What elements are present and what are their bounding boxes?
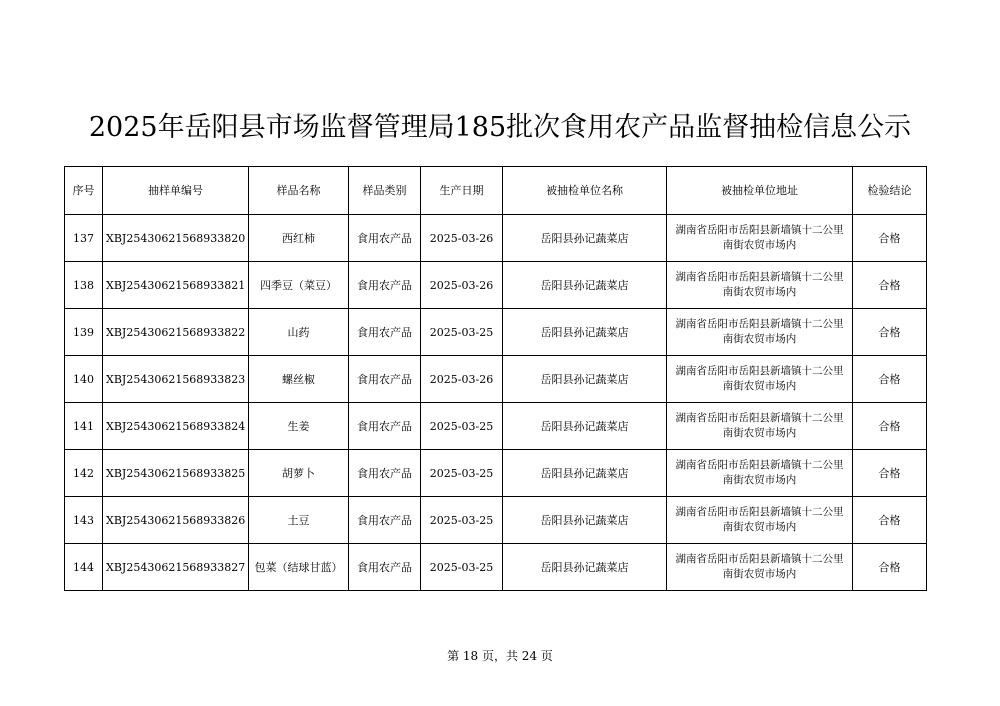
cell-category: 食用农产品 (349, 215, 421, 262)
cell-seq: 139 (65, 309, 103, 356)
table-row (65, 356, 927, 403)
cell-unit: 岳阳县孙记蔬菜店 (503, 450, 667, 497)
cell-seq: 144 (65, 544, 103, 591)
table-row (65, 403, 927, 450)
cell-result: 合格 (853, 403, 927, 450)
header-unit-address: 被抽检单位地址 (667, 167, 853, 215)
cell-sample-no: XBJ25430621568933821 (103, 262, 249, 309)
cell-result: 合格 (853, 215, 927, 262)
cell-date: 2025-03-26 (421, 356, 503, 403)
table-row (65, 215, 927, 262)
cell-sample-name: 土豆 (249, 497, 349, 544)
cell-result: 合格 (853, 450, 927, 497)
cell-seq: 142 (65, 450, 103, 497)
header-sample-category: 样品类别 (349, 167, 421, 215)
header-result: 检验结论 (853, 167, 927, 215)
cell-sample-no: XBJ25430621568933820 (103, 215, 249, 262)
cell-sample-no: XBJ25430621568933825 (103, 450, 249, 497)
page-number: 第 18 页，共 24 页 (447, 649, 553, 663)
inspection-table (64, 166, 927, 591)
cell-sample-no: XBJ25430621568933827 (103, 544, 249, 591)
cell-unit: 岳阳县孙记蔬菜店 (503, 309, 667, 356)
cell-address: 湖南省岳阳市岳阳县新墙镇十二公里南街农贸市场内 (667, 309, 853, 356)
cell-date: 2025-03-25 (421, 403, 503, 450)
cell-seq: 138 (65, 262, 103, 309)
cell-sample-name: 胡萝卜 (249, 450, 349, 497)
cell-date: 2025-03-25 (421, 497, 503, 544)
cell-category: 食用农产品 (349, 262, 421, 309)
cell-sample-name: 山药 (249, 309, 349, 356)
cell-sample-name: 包菜（结球甘蓝） (249, 544, 349, 591)
cell-date: 2025-03-26 (421, 262, 503, 309)
cell-seq: 140 (65, 356, 103, 403)
cell-result: 合格 (853, 497, 927, 544)
cell-unit: 岳阳县孙记蔬菜店 (503, 215, 667, 262)
cell-date: 2025-03-26 (421, 215, 503, 262)
cell-sample-no: XBJ25430621568933824 (103, 403, 249, 450)
cell-unit: 岳阳县孙记蔬菜店 (503, 544, 667, 591)
table-row (65, 497, 927, 544)
cell-result: 合格 (853, 309, 927, 356)
cell-sample-no: XBJ25430621568933822 (103, 309, 249, 356)
cell-seq: 137 (65, 215, 103, 262)
cell-result: 合格 (853, 544, 927, 591)
cell-sample-name: 生姜 (249, 403, 349, 450)
cell-address: 湖南省岳阳市岳阳县新墙镇十二公里南街农贸市场内 (667, 450, 853, 497)
header-production-date: 生产日期 (421, 167, 503, 215)
cell-date: 2025-03-25 (421, 309, 503, 356)
cell-sample-name: 四季豆（菜豆） (249, 262, 349, 309)
header-sample-name: 样品名称 (249, 167, 349, 215)
cell-unit: 岳阳县孙记蔬菜店 (503, 356, 667, 403)
cell-sample-no: XBJ25430621568933826 (103, 497, 249, 544)
table-row (65, 450, 927, 497)
cell-address: 湖南省岳阳市岳阳县新墙镇十二公里南街农贸市场内 (667, 403, 853, 450)
table-row (65, 544, 927, 591)
cell-sample-name: 螺丝椒 (249, 356, 349, 403)
cell-sample-name: 西红柿 (249, 215, 349, 262)
header-seq: 序号 (65, 167, 103, 215)
cell-category: 食用农产品 (349, 497, 421, 544)
cell-seq: 143 (65, 497, 103, 544)
header-inspected-unit: 被抽检单位名称 (503, 167, 667, 215)
cell-unit: 岳阳县孙记蔬菜店 (503, 262, 667, 309)
header-sample-no: 抽样单编号 (103, 167, 249, 215)
cell-unit: 岳阳县孙记蔬菜店 (503, 497, 667, 544)
cell-seq: 141 (65, 403, 103, 450)
cell-category: 食用农产品 (349, 356, 421, 403)
cell-result: 合格 (853, 262, 927, 309)
cell-address: 湖南省岳阳市岳阳县新墙镇十二公里南街农贸市场内 (667, 497, 853, 544)
cell-result: 合格 (853, 356, 927, 403)
cell-address: 湖南省岳阳市岳阳县新墙镇十二公里南街农贸市场内 (667, 262, 853, 309)
cell-date: 2025-03-25 (421, 450, 503, 497)
cell-address: 湖南省岳阳市岳阳县新墙镇十二公里南街农贸市场内 (667, 544, 853, 591)
cell-sample-no: XBJ25430621568933823 (103, 356, 249, 403)
cell-address: 湖南省岳阳市岳阳县新墙镇十二公里南街农贸市场内 (667, 215, 853, 262)
cell-category: 食用农产品 (349, 309, 421, 356)
cell-address: 湖南省岳阳市岳阳县新墙镇十二公里南街农贸市场内 (667, 356, 853, 403)
cell-category: 食用农产品 (349, 403, 421, 450)
cell-unit: 岳阳县孙记蔬菜店 (503, 403, 667, 450)
cell-category: 食用农产品 (349, 450, 421, 497)
page-title: 2025年岳阳县市场监督管理局185批次食用农产品监督抽检信息公示 (88, 112, 912, 143)
cell-date: 2025-03-25 (421, 544, 503, 591)
cell-category: 食用农产品 (349, 544, 421, 591)
table-header-row (65, 167, 927, 215)
table-row (65, 262, 927, 309)
table-row (65, 309, 927, 356)
